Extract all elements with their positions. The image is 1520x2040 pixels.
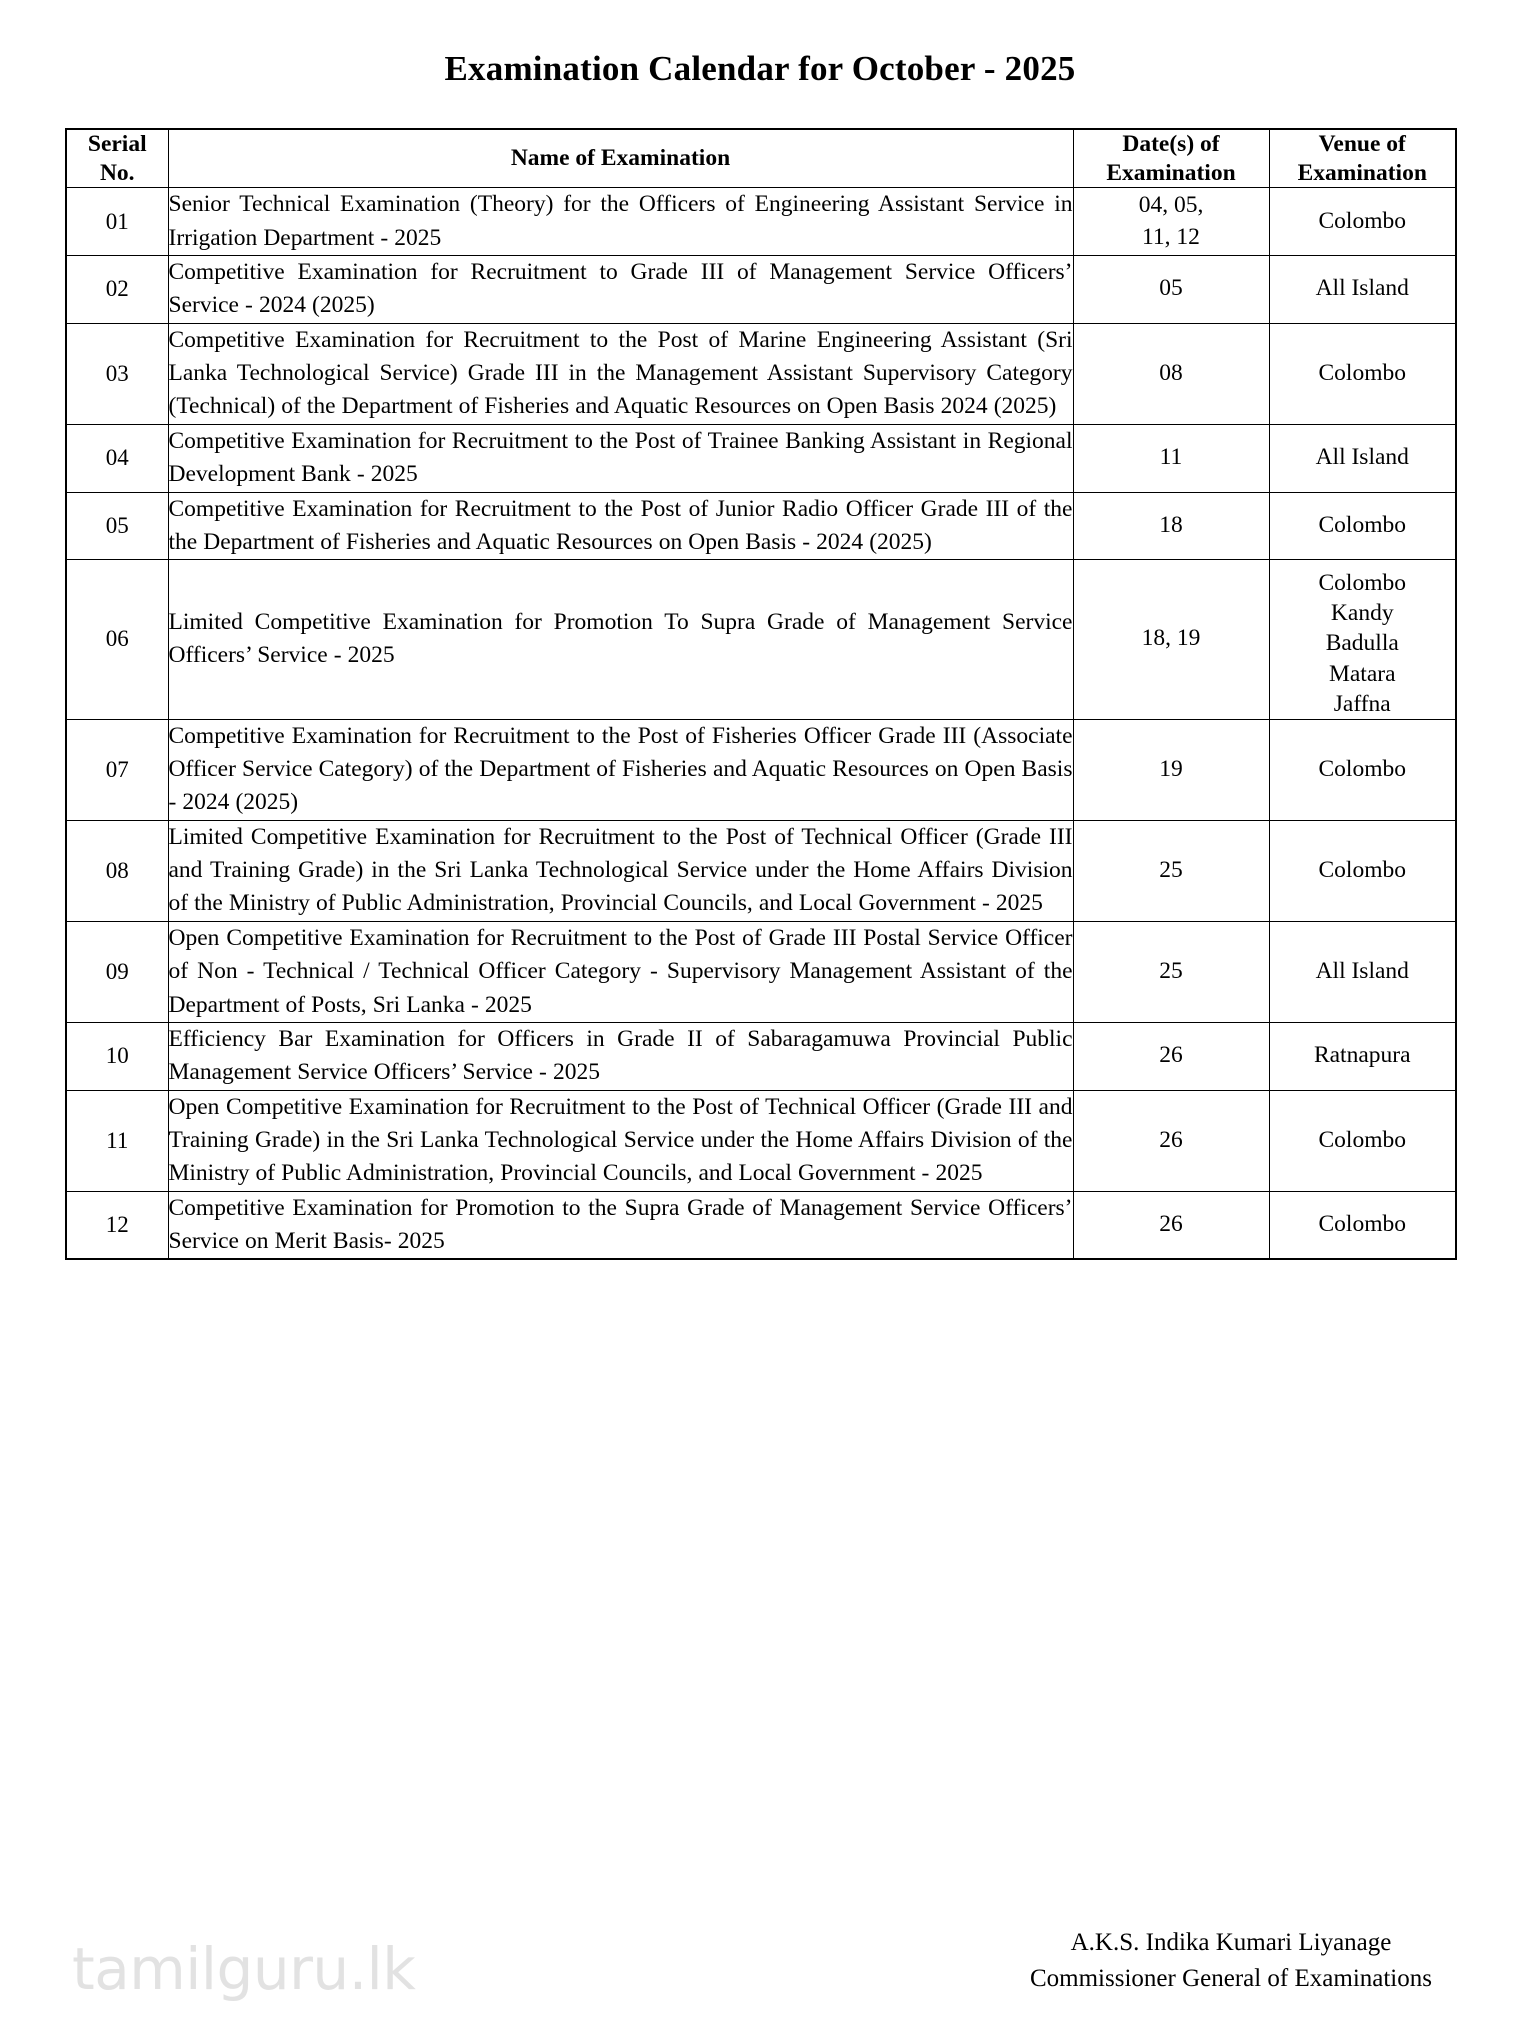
- cell-exam-date: 26: [1073, 1022, 1269, 1090]
- table-row: [66, 921, 1456, 1022]
- cell-exam-venue: Ratnapura: [1269, 1022, 1456, 1090]
- cell-exam-date: 18: [1073, 492, 1269, 560]
- venue-list-item: Kandy: [1330, 600, 1394, 627]
- signatory-title: Commissioner General of Examinations: [1029, 1964, 1432, 1992]
- cell-exam-venue: Colombo: [1269, 820, 1456, 921]
- cell-exam-name: Efficiency Bar Examination for Officers in Grade II of Sabaragamuwa Provincial Public Management Service Officers’ Service - 2025: [168, 1022, 1073, 1090]
- table-row: [66, 323, 1456, 424]
- cell-exam-name: Senior Technical Examination (Theory) for the Officers of Engineering Assistant Service in Irrigation Department - 2025: [168, 188, 1073, 256]
- page-footer: [0, 1850, 1520, 2040]
- cell-exam-date: 18, 19: [1073, 560, 1269, 719]
- column-header-date-line2: Examination: [1106, 159, 1236, 186]
- table-row: [66, 188, 1456, 256]
- cell-exam-name: Limited Competitive Examination for Recruitment to the Post of Technical Officer (Grade III and Training Grade) in the Sri Lanka Technological Service under the Home Affairs Division of the Ministry of Public Administration, Provincial Councils, and Local Government - 2025: [168, 820, 1073, 921]
- cell-exam-date: [1073, 188, 1269, 256]
- cell-exam-venue: Colombo: [1269, 1090, 1456, 1191]
- cell-exam-name: Competitive Examination for Recruitment to the Post of Fisheries Officer Grade III (Associate Officer Service Category) of the Department of Fisheries and Aquatic Resources on Open Basis - 2024 (2025): [168, 719, 1073, 820]
- column-header-dates-of-examination: [1073, 129, 1269, 188]
- table-header-row: [66, 129, 1456, 188]
- cell-exam-date-line2: 11, 12: [1142, 223, 1200, 250]
- column-header-date-line1: Date(s) of: [1122, 131, 1220, 157]
- column-header-name-of-examination: Name of Examination: [168, 129, 1073, 188]
- cell-serial-no: 06: [66, 560, 168, 719]
- cell-exam-name: Competitive Examination for Promotion to the Supra Grade of Management Service Officers’ Service on Merit Basis- 2025: [168, 1191, 1073, 1259]
- cell-exam-venue: Colombo: [1269, 492, 1456, 560]
- cell-exam-date: 26: [1073, 1191, 1269, 1259]
- table-row: [66, 492, 1456, 560]
- cell-exam-date: 05: [1073, 256, 1269, 324]
- venue-list-item: Colombo: [1318, 570, 1406, 597]
- cell-exam-date-line1: 04, 05,: [1138, 191, 1204, 218]
- cell-serial-no: 02: [66, 256, 168, 324]
- cell-serial-no: 11: [66, 1090, 168, 1191]
- column-header-serial-line1: Serial: [87, 131, 147, 157]
- cell-exam-venue: Colombo: [1269, 719, 1456, 820]
- table-row: [66, 256, 1456, 324]
- cell-exam-name: Competitive Examination for Recruitment to the Post of Junior Radio Officer Grade III of the the Department of Fisheries and Aquatic Resources on Open Basis - 2024 (2025): [168, 492, 1073, 560]
- page-title: Examination Calendar for October - 2025: [444, 49, 1076, 88]
- table-row: [66, 1191, 1456, 1259]
- column-header-venue-of-examination: [1269, 129, 1456, 188]
- cell-exam-name: Open Competitive Examination for Recruitment to the Post of Technical Officer (Grade III and Training Grade) in the Sri Lanka Technological Service under the Home Affairs Division of the Ministry of Public Administration, Provincial Councils, and Local Government - 2025: [168, 1090, 1073, 1191]
- cell-serial-no: 01: [66, 188, 168, 256]
- cell-exam-venue: All Island: [1269, 424, 1456, 492]
- cell-exam-venue: All Island: [1269, 256, 1456, 324]
- cell-exam-name: Competitive Examination for Recruitment to Grade III of Management Service Officers’ Service - 2024 (2025): [168, 256, 1073, 324]
- cell-exam-date: 26: [1073, 1090, 1269, 1191]
- exam-calendar-table-wrap: [65, 128, 1455, 1260]
- cell-exam-name: Competitive Examination for Recruitment to the Post of Trainee Banking Assistant in Regional Development Bank - 2025: [168, 424, 1073, 492]
- venue-list-item: Jaffna: [1333, 690, 1391, 717]
- table-row: [66, 424, 1456, 492]
- venue-list-item: Badulla: [1325, 630, 1399, 657]
- table-row: [66, 560, 1456, 719]
- cell-exam-date: 25: [1073, 820, 1269, 921]
- cell-exam-date: 19: [1073, 719, 1269, 820]
- signature-block: [1030, 1925, 1432, 1996]
- venue-list: [1270, 568, 1456, 718]
- cell-serial-no: 12: [66, 1191, 168, 1259]
- cell-exam-date: 11: [1073, 424, 1269, 492]
- table-row: [66, 1022, 1456, 1090]
- exam-calendar-table: [65, 128, 1457, 1260]
- column-header-venue-line1: Venue of: [1318, 131, 1406, 157]
- column-header-serial-no: [66, 129, 168, 188]
- column-header-venue-line2: Examination: [1297, 159, 1427, 186]
- cell-serial-no: 08: [66, 820, 168, 921]
- cell-exam-name: Limited Competitive Examination for Promotion To Supra Grade of Management Service Officers’ Service - 2025: [168, 560, 1073, 719]
- cell-exam-venue: All Island: [1269, 921, 1456, 1022]
- cell-serial-no: 07: [66, 719, 168, 820]
- cell-serial-no: 04: [66, 424, 168, 492]
- signatory-name: A.K.S. Indika Kumari Liyanage: [1070, 1929, 1392, 1956]
- table-body: [66, 188, 1456, 1260]
- cell-exam-name: Open Competitive Examination for Recruitment to the Post of Grade III Postal Service Officer of Non - Technical / Technical Officer Category - Supervisory Management Assistant of the Department of Posts, Sri Lanka - 2025: [168, 921, 1073, 1022]
- watermark-tamilguru: tamilguru.lk: [72, 1935, 416, 2003]
- cell-serial-no: 03: [66, 323, 168, 424]
- column-header-serial-line2: No.: [99, 159, 135, 186]
- cell-exam-date: 08: [1073, 323, 1269, 424]
- cell-exam-name: Competitive Examination for Recruitment to the Post of Marine Engineering Assistant (Sri Lanka Technological Service) Grade III in the Management Assistant Supervisory Category (Technical) of the Department of Fisheries and Aquatic Resources on Open Basis 2024 (2025): [168, 323, 1073, 424]
- cell-exam-date: 25: [1073, 921, 1269, 1022]
- table-row: [66, 1090, 1456, 1191]
- cell-serial-no: 05: [66, 492, 168, 560]
- cell-exam-venue: Colombo: [1269, 323, 1456, 424]
- cell-exam-venue: Colombo: [1269, 1191, 1456, 1259]
- cell-serial-no: 09: [66, 921, 168, 1022]
- table-row: [66, 719, 1456, 820]
- cell-exam-venue: [1269, 560, 1456, 719]
- table-header: [66, 129, 1456, 188]
- table-row: [66, 820, 1456, 921]
- cell-serial-no: 10: [66, 1022, 168, 1090]
- cell-exam-venue: Colombo: [1269, 188, 1456, 256]
- venue-list-item: Matara: [1328, 660, 1396, 687]
